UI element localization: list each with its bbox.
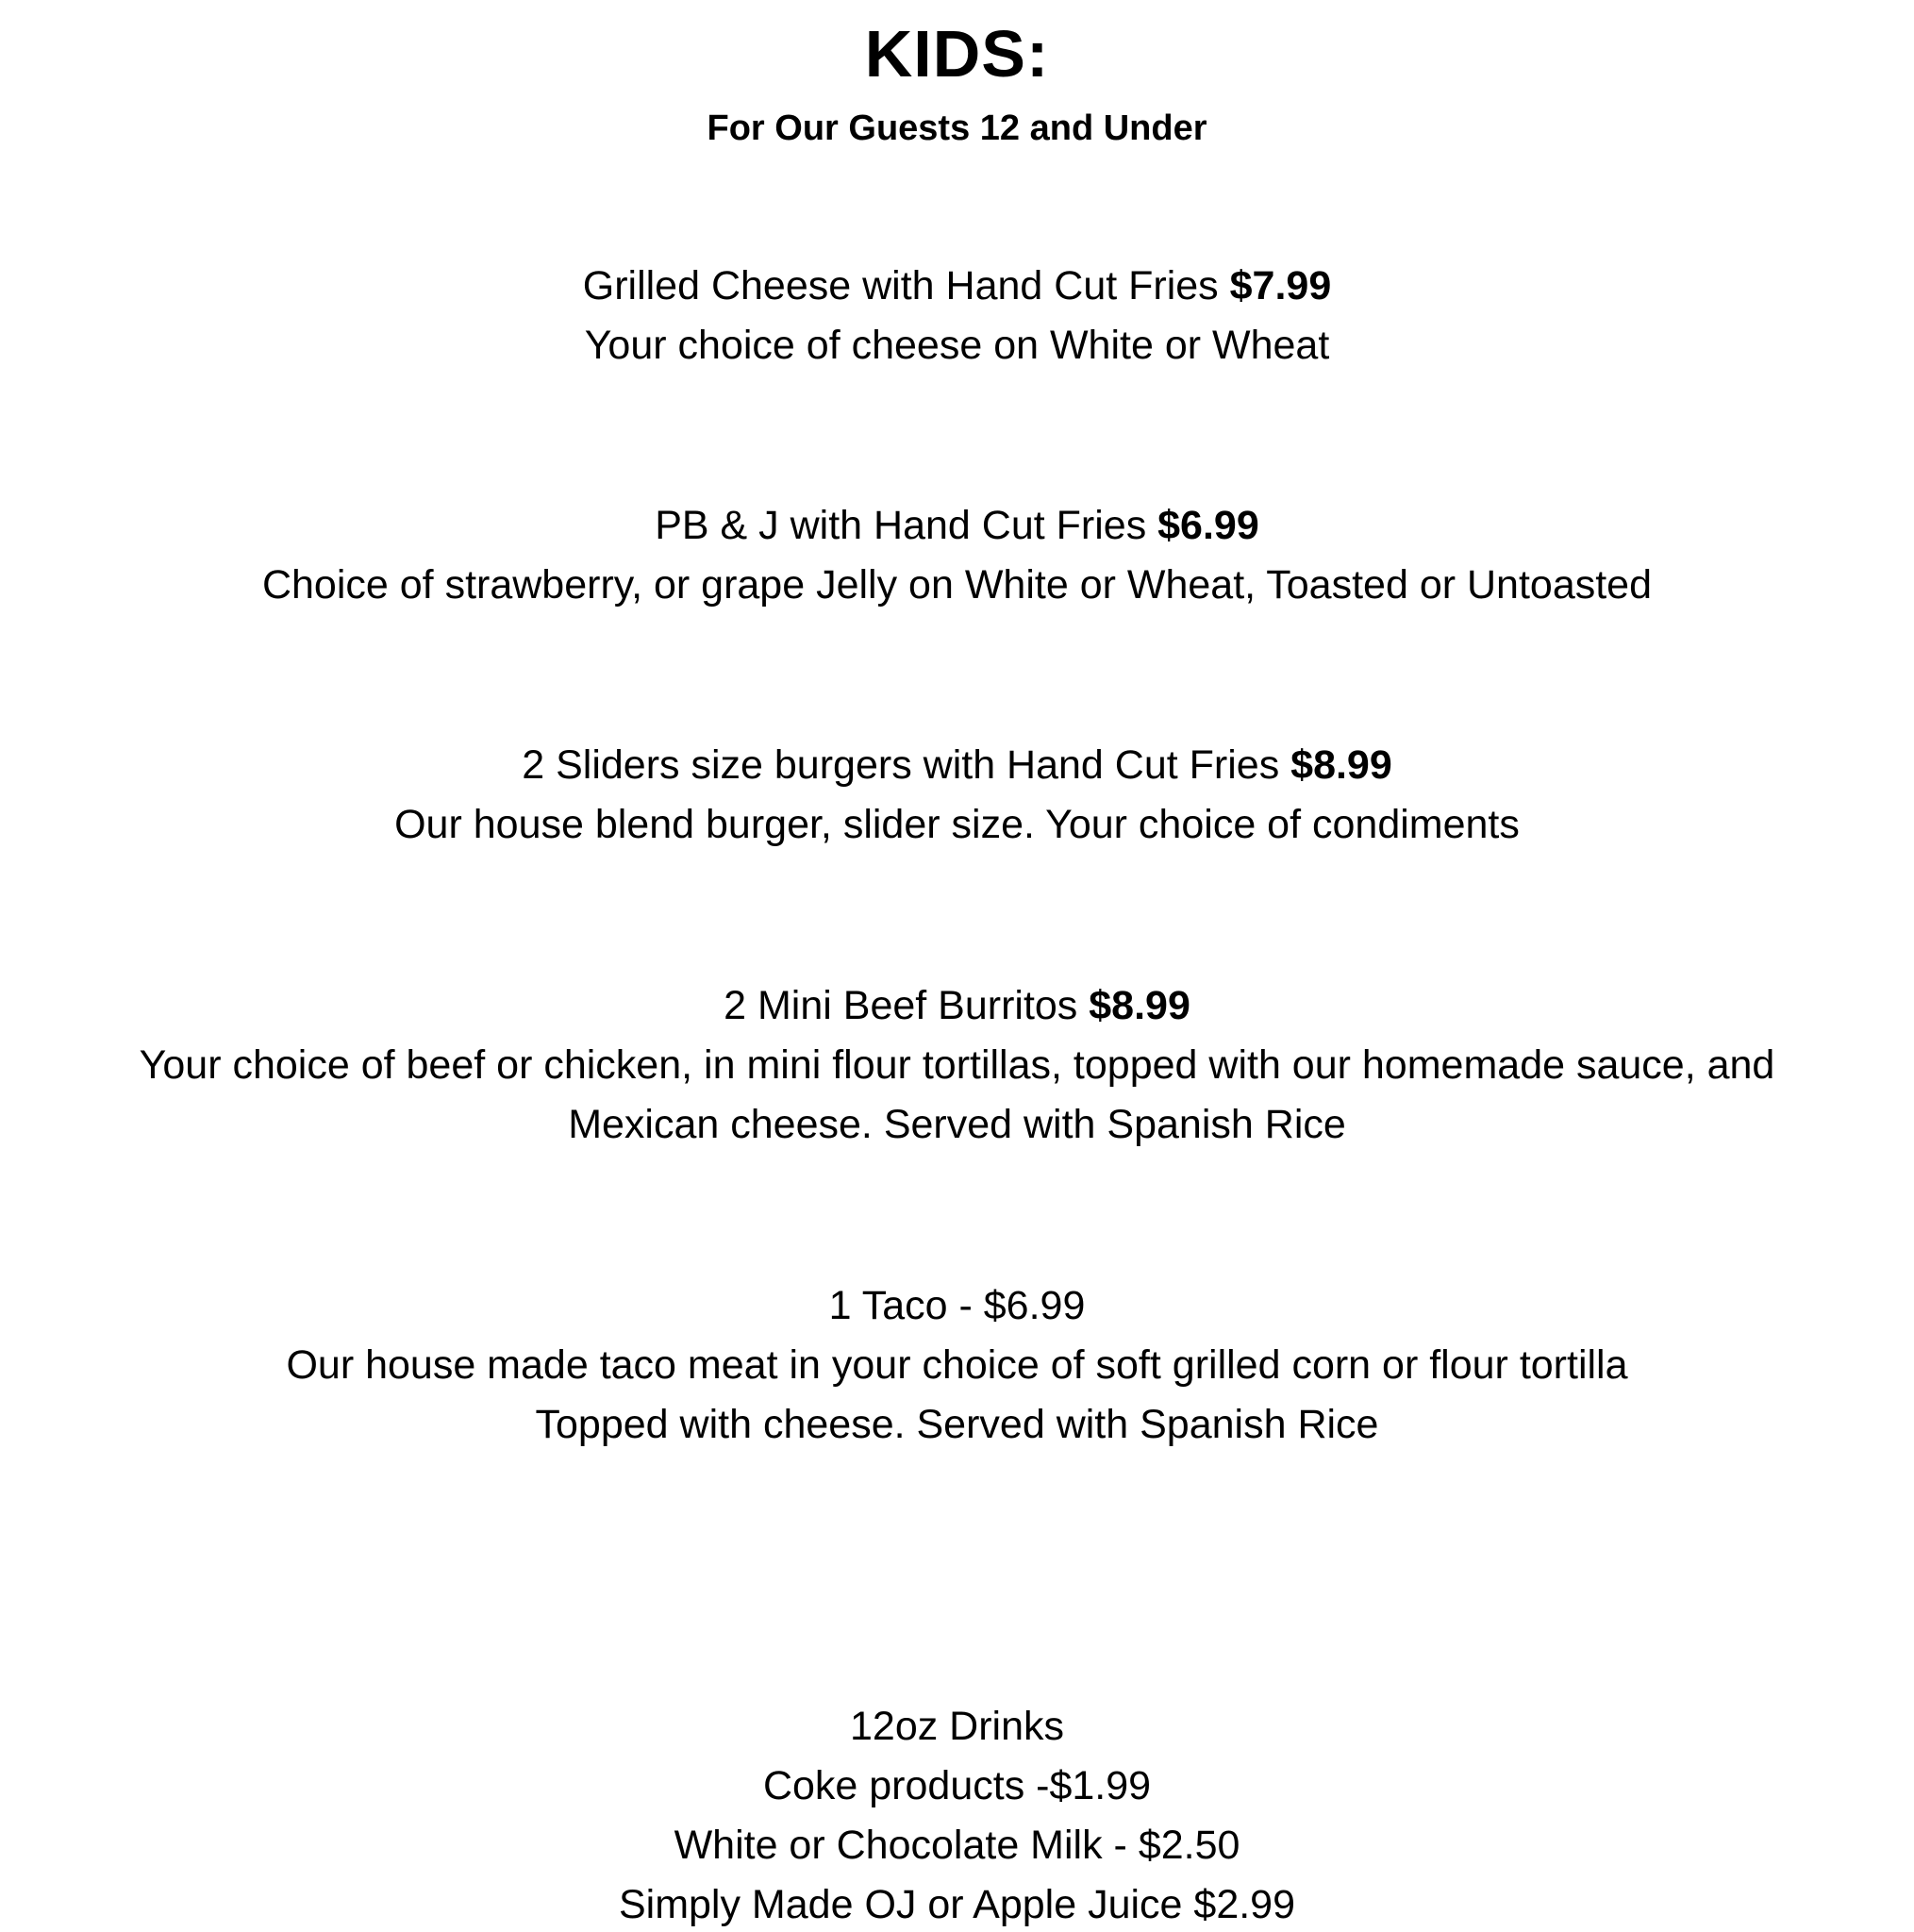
menu-item-description: Our house blend burger, slider size. Your choice of condiments: [394, 802, 1520, 847]
menu-item-description: Your choice of beef or chicken, in mini flour tortillas, topped with our homemade sauce, and: [139, 1042, 1775, 1088]
drink-line: White or Chocolate Milk - $2.50: [674, 1823, 1240, 1868]
menu-subtitle: For Our Guests 12 and Under: [707, 108, 1207, 148]
menu-item-name: 1 Taco - $6.99: [828, 1283, 1086, 1328]
menu-item-price: $7.99: [1229, 263, 1332, 308]
menu-item-name: Grilled Cheese with Hand Cut Fries $7.99: [582, 263, 1332, 308]
menu-item-description: Topped with cheese. Served with Spanish Rice: [535, 1402, 1379, 1447]
menu-item-description: Mexican cheese. Served with Spanish Rice: [568, 1102, 1346, 1147]
drink-line: Simply Made OJ or Apple Juice $2.99: [618, 1882, 1296, 1927]
menu-item-price: $8.99: [1089, 983, 1190, 1028]
menu-item-description: Your choice of cheese on White or Wheat: [584, 323, 1330, 368]
menu-item-name: 2 Sliders size burgers with Hand Cut Fries $8.99: [522, 742, 1392, 788]
menu-item-name: 2 Mini Beef Burritos $8.99: [724, 983, 1190, 1028]
drinks-heading: 12oz Drinks: [849, 1704, 1065, 1749]
menu-item-price: $6.99: [1157, 503, 1259, 548]
drink-line: Coke products -$1.99: [762, 1763, 1152, 1808]
menu-title: KIDS:: [864, 17, 1050, 91]
menu-item-description: Our house made taco meat in your choice of soft grilled corn or flour tortilla: [286, 1342, 1628, 1388]
menu-item-price: $8.99: [1290, 742, 1392, 788]
menu-item-description: Choice of strawberry, or grape Jelly on White or Wheat, Toasted or Untoasted: [261, 562, 1653, 608]
menu-item-name: PB & J with Hand Cut Fries $6.99: [655, 503, 1259, 548]
